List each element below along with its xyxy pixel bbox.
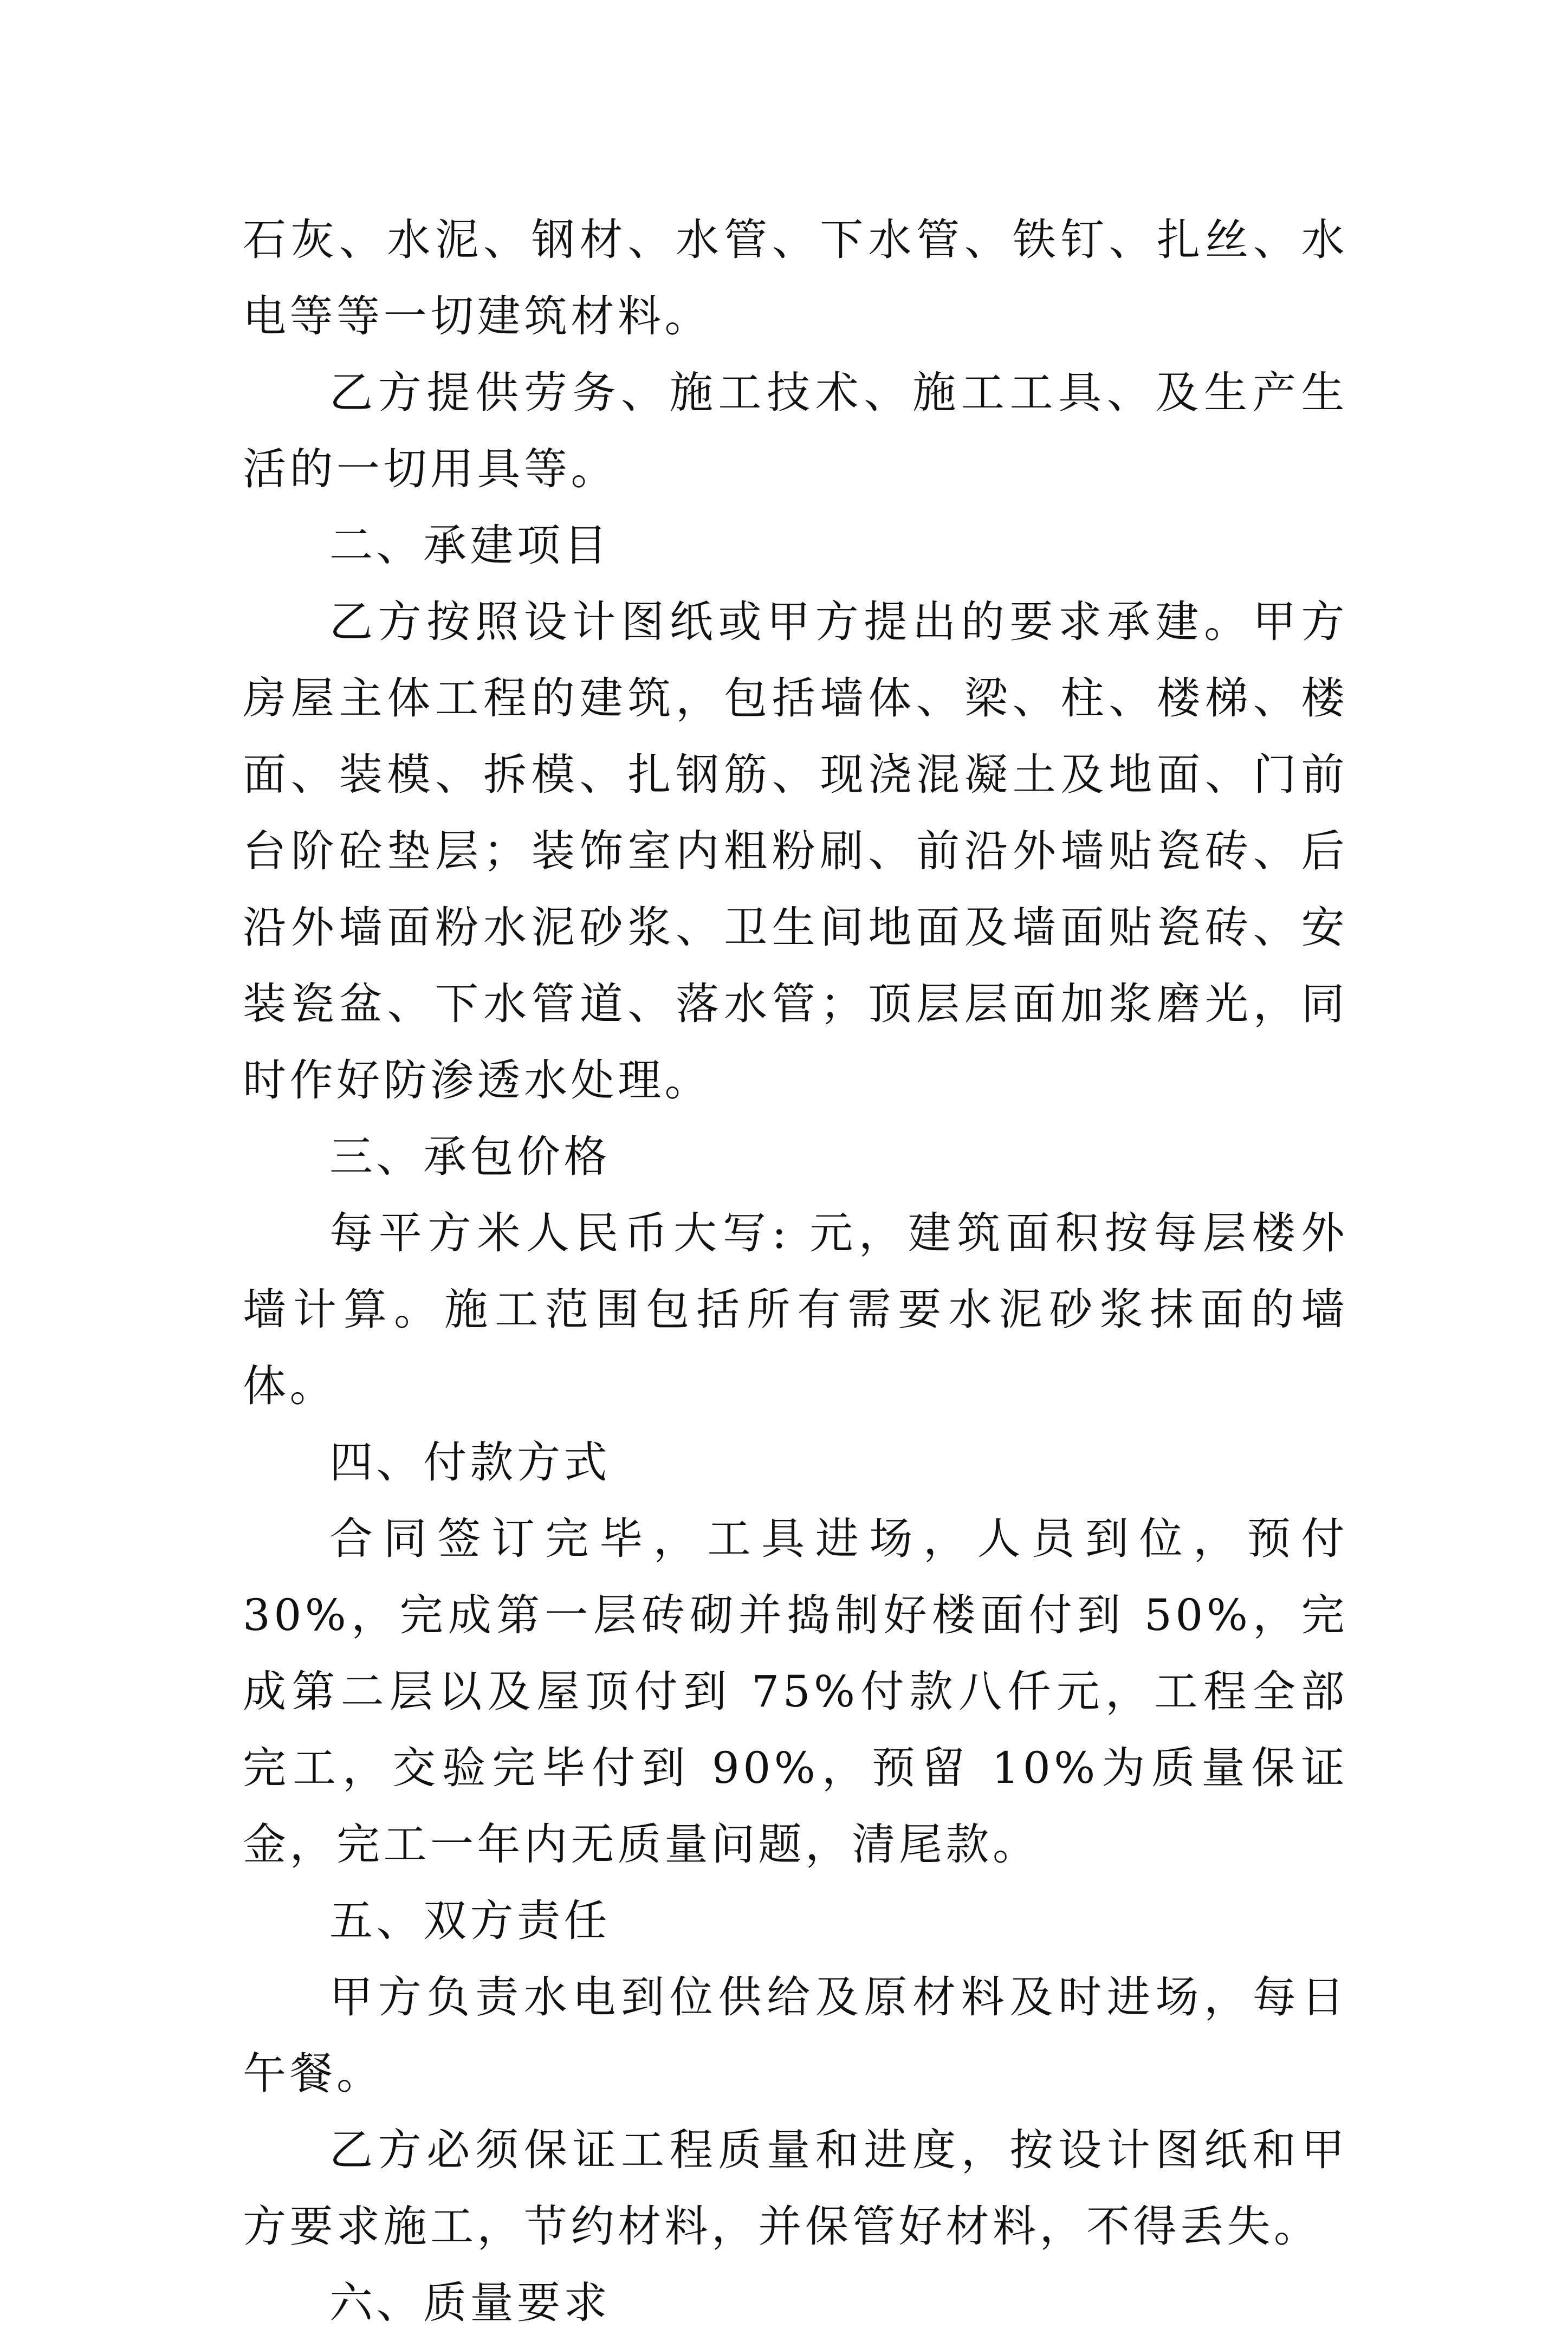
paragraph-party-b-provides: 乙方提供劳务、施工技术、施工工具、及生产生活的一切用具等。 [243, 367, 1348, 494]
section-heading-contract-price: 三、承包价格 [329, 1131, 611, 1182]
paragraph-party-a-responsibility: 甲方负责水电到位供给及原材料及时进场，每日午餐。 [243, 1972, 1348, 2099]
document-body [243, 202, 1348, 2341]
paragraph-party-b-responsibility: 乙方必须保证工程质量和进度，按设计图纸和甲方要求施工，节约材料，并保管好材料，不得丢失。 [243, 2125, 1348, 2252]
section-heading-responsibilities: 五、双方责任 [329, 1896, 611, 1946]
section-heading-payment-method: 四、付款方式 [329, 1437, 611, 1488]
section-heading-quality-requirements: 六、质量要求 [329, 2278, 611, 2328]
paragraph-contract-price: 每平方米人民币大写: 元，建筑面积按每层楼外墙计算。施工范围包括所有需要水泥砂浆抹面的墙体。 [243, 1208, 1348, 1411]
paragraph-construction-items: 乙方按照设计图纸或甲方提出的要求承建。甲方房屋主体工程的建筑，包括墙体、梁、柱、楼梯、楼面、装模、拆模、扎钢筋、现浇混凝土及地面、门前台阶砼垫层；装饰室内粗粉刷、前沿外墙贴瓷砖、后沿外墙面粉水泥砂浆、卫生间地面及墙面贴瓷砖、安装瓷盆、下水管道、落水管；顶层层面加浆磨光，同时作好防渗透水处理。 [243, 597, 1348, 1105]
section-heading-construction-items: 二、承建项目 [329, 520, 611, 571]
paragraph-payment-method: 合同签订完毕，工具进场，人员到位，预付 30%，完成第一层砖砌并捣制好楼面付到 50%，完成第二层以及屋顶付到 75%付款八仟元，工程全部完工，交验完毕付到 90%，预留 10%为质量保证金，完工一年内无质量问题，清尾款。 [243, 1514, 1348, 1870]
paragraph-materials-continued: 石灰、水泥、钢材、水管、下水管、铁钉、扎丝、水电等等一切建筑材料。 [243, 215, 1348, 341]
